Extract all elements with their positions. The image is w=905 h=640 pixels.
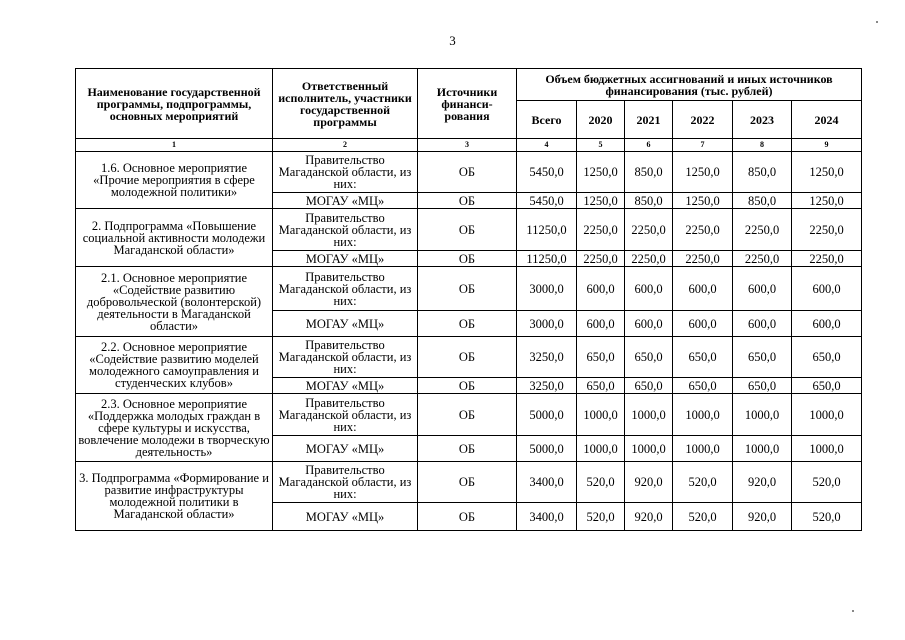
executor-cell: МОГАУ «МЦ» — [273, 311, 418, 337]
year-2023-cell: 2250,0 — [733, 251, 792, 267]
source-cell: ОБ — [418, 311, 517, 337]
year-2020-cell: 1000,0 — [577, 394, 625, 436]
page-number: 3 — [449, 33, 456, 48]
year-2020-cell: 600,0 — [577, 311, 625, 337]
year-2024-cell: 1000,0 — [792, 394, 862, 436]
executor-cell: МОГАУ «МЦ» — [273, 193, 418, 209]
table-row — [76, 462, 862, 503]
executor-cell: Правительство Магаданской области, из них: — [273, 209, 418, 251]
year-2022-cell: 1000,0 — [673, 394, 733, 436]
source-cell: ОБ — [418, 462, 517, 503]
year-2024-cell: 1250,0 — [792, 152, 862, 193]
source-cell: ОБ — [418, 337, 517, 378]
year-2021-cell: 850,0 — [625, 152, 673, 193]
year-2021-cell: 1000,0 — [625, 394, 673, 436]
table-header — [76, 69, 862, 152]
column-index: 6 — [625, 139, 673, 152]
executor-cell: МОГАУ «МЦ» — [273, 436, 418, 462]
source-cell: ОБ — [418, 251, 517, 267]
total-cell: 3400,0 — [517, 503, 577, 531]
scan-speck — [852, 610, 854, 612]
source-cell: ОБ — [418, 193, 517, 209]
source-cell: ОБ — [418, 152, 517, 193]
header-year: 2023 — [733, 101, 792, 139]
year-2022-cell: 1000,0 — [673, 436, 733, 462]
year-2021-cell: 1000,0 — [625, 436, 673, 462]
year-2022-cell: 650,0 — [673, 337, 733, 378]
header-volume: Объем бюджетных ассигнований и иных источников финансирования (тыс. рублей) — [517, 69, 862, 101]
total-cell: 3000,0 — [517, 311, 577, 337]
year-2020-cell: 650,0 — [577, 378, 625, 394]
table-row — [76, 394, 862, 436]
year-2020-cell: 2250,0 — [577, 251, 625, 267]
total-cell: 3400,0 — [517, 462, 577, 503]
column-index: 7 — [673, 139, 733, 152]
source-cell: ОБ — [418, 378, 517, 394]
program-name-cell: 1.6. Основное мероприятие «Прочие мероприятия в сфере молодежной политики» — [76, 152, 273, 209]
header-year: 2021 — [625, 101, 673, 139]
year-2022-cell: 1250,0 — [673, 193, 733, 209]
year-2023-cell: 920,0 — [733, 462, 792, 503]
executor-cell: МОГАУ «МЦ» — [273, 251, 418, 267]
column-index: 8 — [733, 139, 792, 152]
year-2023-cell: 850,0 — [733, 193, 792, 209]
column-index: 9 — [792, 139, 862, 152]
program-name-cell: 2.1. Основное мероприятие «Содействие развитию добровольческой (волонтерской) деятельности в Магаданской области» — [76, 267, 273, 337]
column-index: 5 — [577, 139, 625, 152]
executor-cell: Правительство Магаданской области, из них: — [273, 462, 418, 503]
column-index: 1 — [76, 139, 273, 152]
executor-cell: Правительство Магаданской области, из них: — [273, 152, 418, 193]
year-2022-cell: 520,0 — [673, 503, 733, 531]
year-2020-cell: 650,0 — [577, 337, 625, 378]
table-row — [76, 152, 862, 193]
source-cell: ОБ — [418, 209, 517, 251]
year-2021-cell: 2250,0 — [625, 251, 673, 267]
year-2024-cell: 520,0 — [792, 462, 862, 503]
source-cell: ОБ — [418, 503, 517, 531]
program-name-cell: 2.2. Основное мероприятие «Содействие развитию моделей молодежного самоуправления и студенческих клубов» — [76, 337, 273, 394]
year-2024-cell: 1250,0 — [792, 193, 862, 209]
year-2021-cell: 600,0 — [625, 311, 673, 337]
executor-cell: МОГАУ «МЦ» — [273, 378, 418, 394]
header-executor: Ответственный исполнитель, участники государственной программы — [273, 69, 418, 139]
year-2024-cell: 650,0 — [792, 378, 862, 394]
table-body — [76, 152, 862, 531]
executor-cell: МОГАУ «МЦ» — [273, 503, 418, 531]
year-2022-cell: 520,0 — [673, 462, 733, 503]
year-2023-cell: 650,0 — [733, 337, 792, 378]
budget-table — [75, 68, 862, 531]
year-2024-cell: 600,0 — [792, 311, 862, 337]
year-2020-cell: 600,0 — [577, 267, 625, 311]
year-2024-cell: 2250,0 — [792, 209, 862, 251]
year-2023-cell: 1000,0 — [733, 436, 792, 462]
source-cell: ОБ — [418, 394, 517, 436]
year-2022-cell: 2250,0 — [673, 251, 733, 267]
program-name-cell: 3. Подпрограмма «Формирование и развитие инфраструктуры молодежной политики в Магаданской области» — [76, 462, 273, 531]
program-name-cell: 2.3. Основное мероприятие «Поддержка молодых граждан в сфере культуры и искусства, вовлечение молодежи в творческую деятельность» — [76, 394, 273, 462]
total-cell: 5000,0 — [517, 394, 577, 436]
program-name-cell: 2. Подпрограмма «Повышение социальной активности молодежи Магаданской области» — [76, 209, 273, 267]
year-2024-cell: 650,0 — [792, 337, 862, 378]
year-2020-cell: 1250,0 — [577, 152, 625, 193]
year-2023-cell: 920,0 — [733, 503, 792, 531]
source-cell: ОБ — [418, 436, 517, 462]
total-cell: 11250,0 — [517, 251, 577, 267]
year-2022-cell: 2250,0 — [673, 209, 733, 251]
scan-speck — [876, 21, 878, 23]
executor-cell: Правительство Магаданской области, из них: — [273, 394, 418, 436]
table-row — [76, 337, 862, 378]
column-index: 3 — [418, 139, 517, 152]
year-2020-cell: 1250,0 — [577, 193, 625, 209]
year-2022-cell: 600,0 — [673, 267, 733, 311]
header-name: Наименование государственной программы, подпрограммы, основных мероприятий — [76, 69, 273, 139]
table-row — [76, 267, 862, 311]
total-cell: 11250,0 — [517, 209, 577, 251]
year-2023-cell: 600,0 — [733, 311, 792, 337]
year-2020-cell: 2250,0 — [577, 209, 625, 251]
total-cell: 5000,0 — [517, 436, 577, 462]
year-2021-cell: 850,0 — [625, 193, 673, 209]
source-cell: ОБ — [418, 267, 517, 311]
executor-cell: Правительство Магаданской области, из них: — [273, 337, 418, 378]
year-2024-cell: 520,0 — [792, 503, 862, 531]
header-year: 2020 — [577, 101, 625, 139]
year-2022-cell: 600,0 — [673, 311, 733, 337]
year-2021-cell: 920,0 — [625, 503, 673, 531]
column-index: 2 — [273, 139, 418, 152]
table-row — [76, 209, 862, 251]
year-2024-cell: 1000,0 — [792, 436, 862, 462]
year-2023-cell: 1000,0 — [733, 394, 792, 436]
year-2022-cell: 650,0 — [673, 378, 733, 394]
column-index-row — [76, 139, 862, 152]
total-cell: 5450,0 — [517, 152, 577, 193]
header-total: Всего — [517, 101, 577, 139]
total-cell: 3000,0 — [517, 267, 577, 311]
year-2021-cell: 650,0 — [625, 378, 673, 394]
executor-cell: Правительство Магаданской области, из них: — [273, 267, 418, 311]
header-year: 2022 — [673, 101, 733, 139]
year-2020-cell: 1000,0 — [577, 436, 625, 462]
year-2024-cell: 600,0 — [792, 267, 862, 311]
column-index: 4 — [517, 139, 577, 152]
total-cell: 3250,0 — [517, 337, 577, 378]
year-2021-cell: 600,0 — [625, 267, 673, 311]
year-2021-cell: 920,0 — [625, 462, 673, 503]
year-2024-cell: 2250,0 — [792, 251, 862, 267]
year-2023-cell: 850,0 — [733, 152, 792, 193]
year-2023-cell: 2250,0 — [733, 209, 792, 251]
year-2020-cell: 520,0 — [577, 462, 625, 503]
header-source: Источники финанси-рования — [418, 69, 517, 139]
year-2021-cell: 2250,0 — [625, 209, 673, 251]
year-2021-cell: 650,0 — [625, 337, 673, 378]
total-cell: 3250,0 — [517, 378, 577, 394]
year-2023-cell: 650,0 — [733, 378, 792, 394]
total-cell: 5450,0 — [517, 193, 577, 209]
year-2020-cell: 520,0 — [577, 503, 625, 531]
header-year: 2024 — [792, 101, 862, 139]
year-2023-cell: 600,0 — [733, 267, 792, 311]
year-2022-cell: 1250,0 — [673, 152, 733, 193]
